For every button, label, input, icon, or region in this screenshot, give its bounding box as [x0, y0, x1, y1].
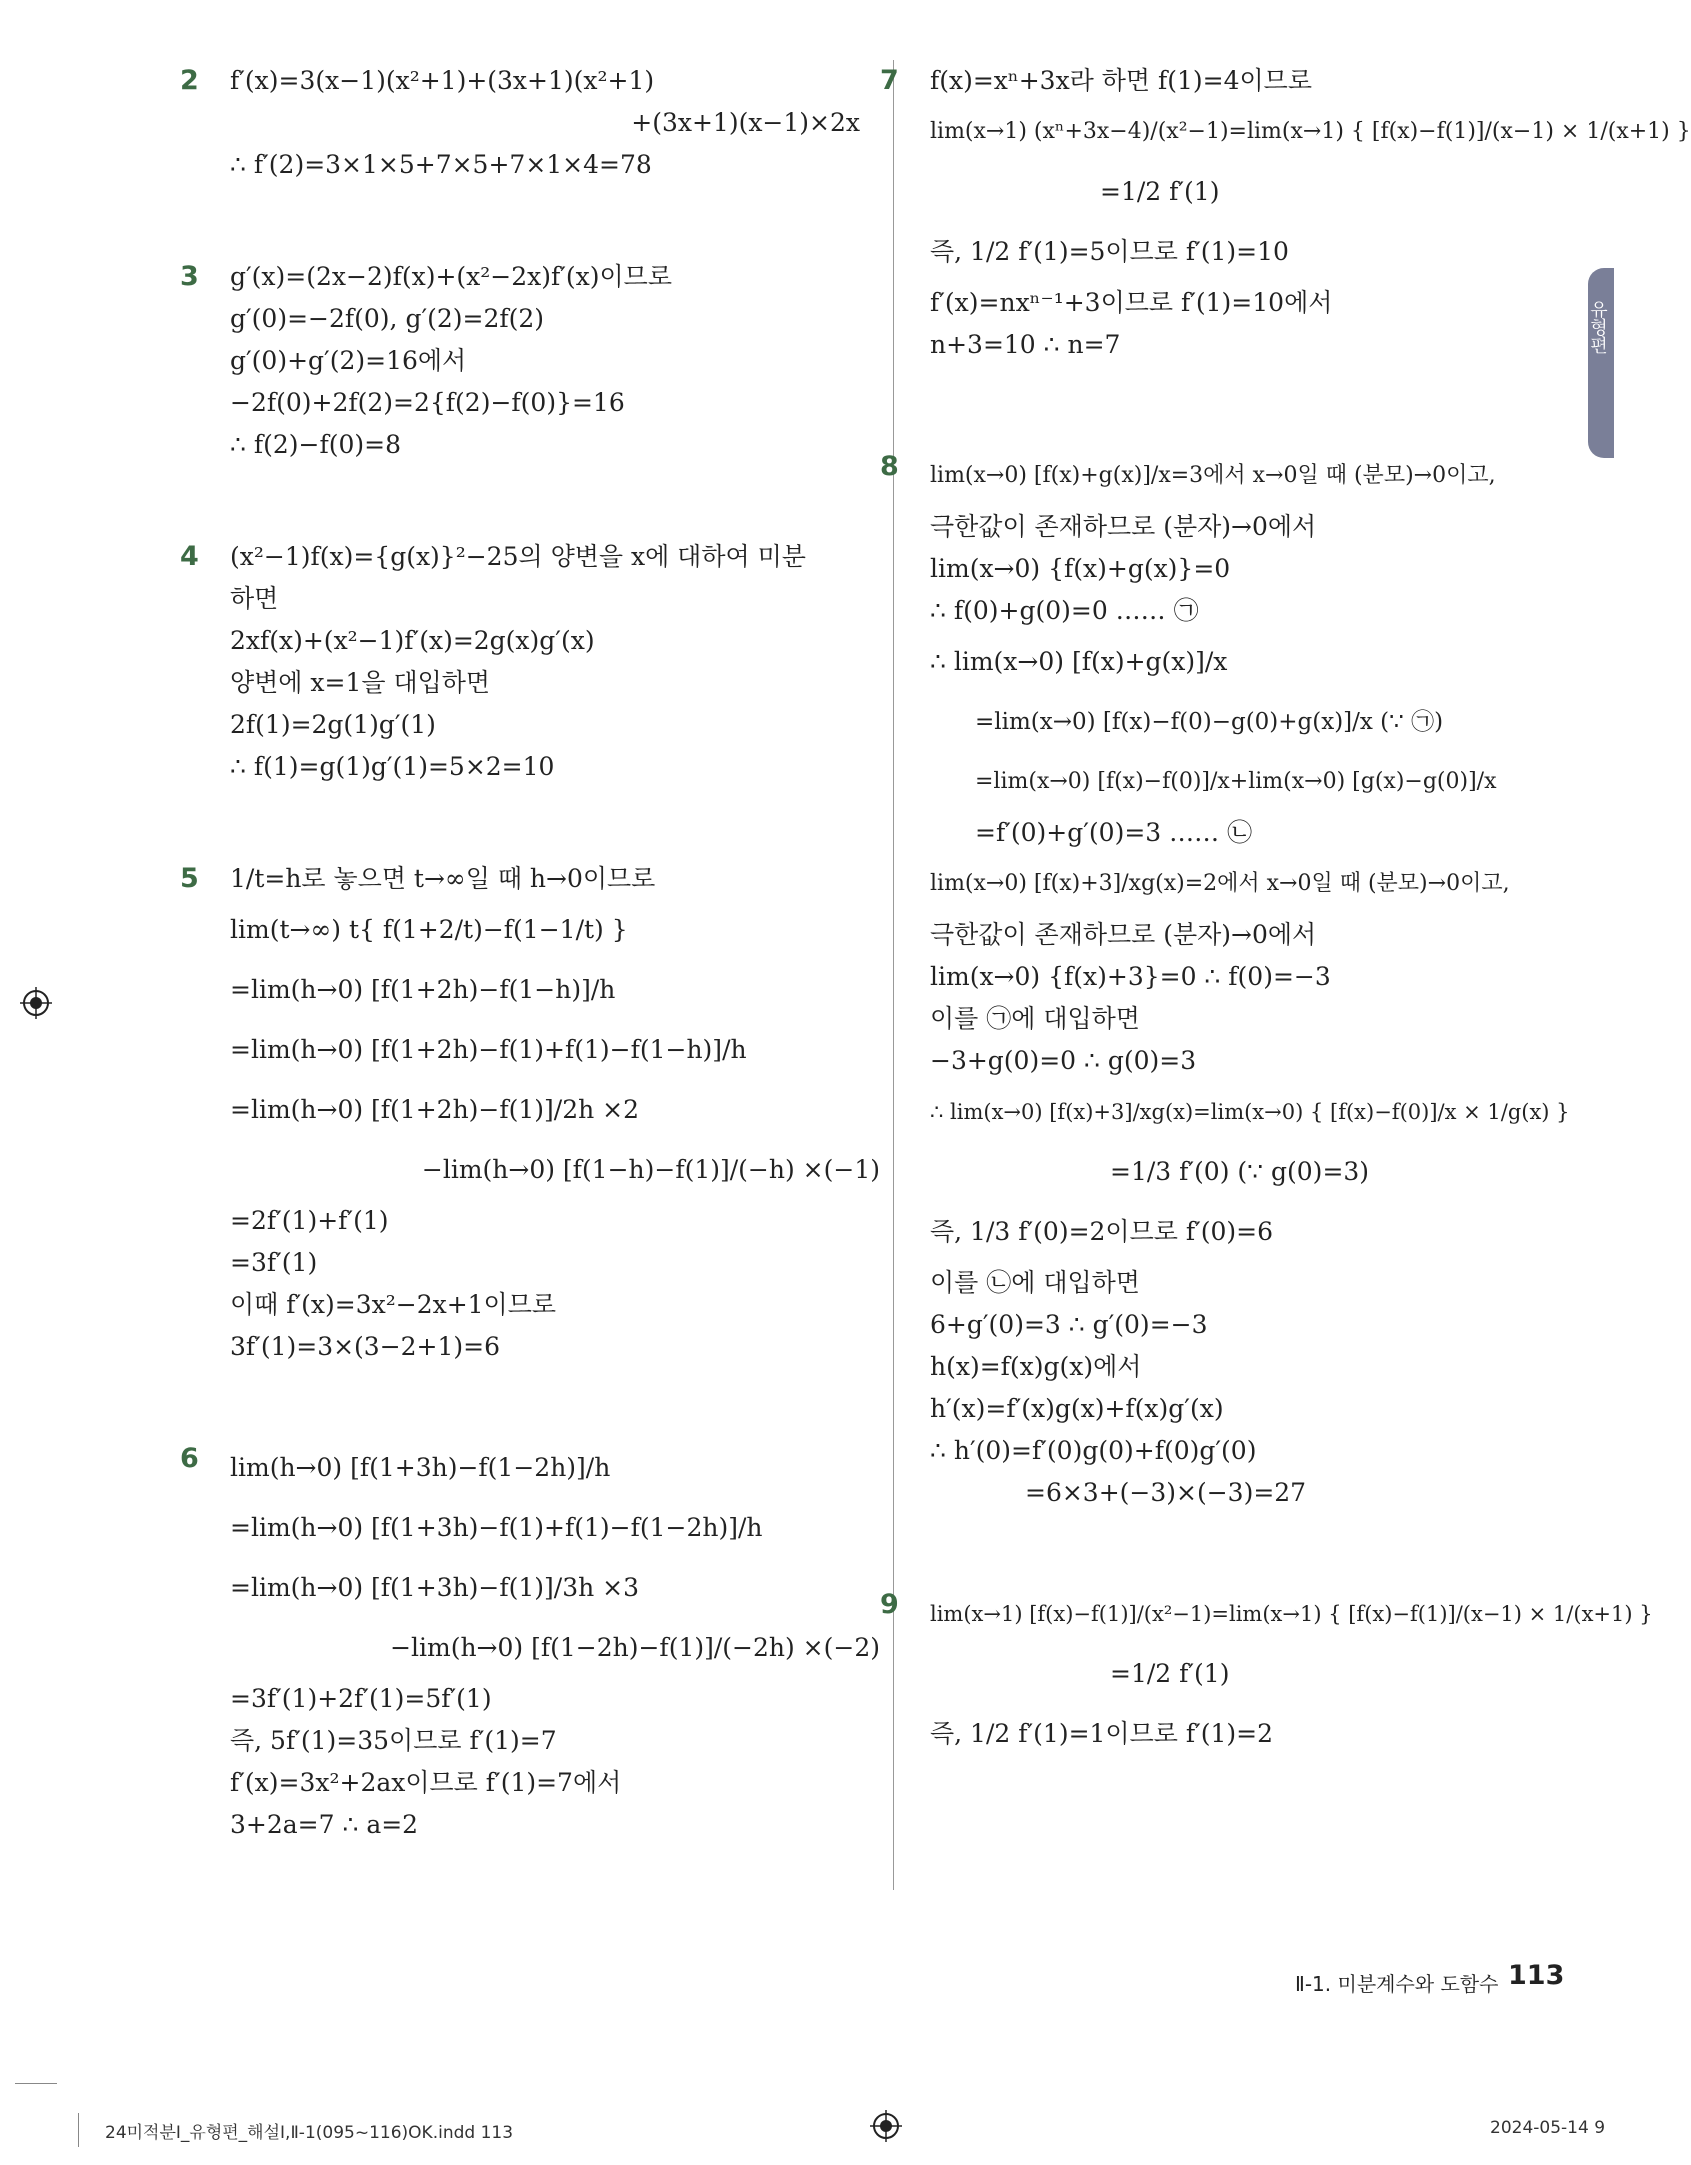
print-date-info: 2024-05-14 9 [1490, 2118, 1606, 2138]
solution-line: 이를 ㉡에 대입하면 [930, 1268, 1140, 1297]
solution-line: lim(x→0) [f(x)+3]/xg(x)=2에서 x→0일 때 (분모)→0이고, [930, 871, 1510, 896]
problem-number: 2 [180, 65, 199, 96]
solution-line: =lim(h→0) [f(1+3h)−f(1)]/3h ×3 [230, 1573, 640, 1602]
solution-line: −lim(h→0) [f(1−h)−f(1)]/(−h) ×(−1) [421, 1155, 880, 1184]
solution-line: 2xf(x)+(x²−1)f′(x)=2g(x)g′(x) [230, 626, 595, 655]
section-side-tab [1588, 268, 1614, 458]
problem-9 [880, 1584, 1653, 1764]
solution-line: lim(x→1) (xⁿ+3x−4)/(x²−1)=lim(x→1) { [f(x)−f(1)]/(x−1) × 1/(x+1) } [930, 119, 1691, 144]
problem-5 [180, 858, 880, 1368]
problem-number: 8 [880, 451, 899, 482]
solution-line: lim(x→0) {f(x)+3}=0 ∴ f(0)=−3 [930, 962, 1331, 991]
problem-number: 4 [180, 541, 199, 572]
solution-line: 6+g′(0)=3 ∴ g′(0)=−3 [930, 1310, 1208, 1339]
problem-2 [180, 60, 880, 186]
solution-line: =1/2 f′(1) [1110, 1659, 1230, 1688]
solution-line: 하면 [230, 584, 279, 613]
solution-line: =lim(h→0) [f(1+2h)−f(1)]/2h ×2 [230, 1095, 640, 1124]
solution-line: ∴ lim(x→0) [f(x)+3]/xg(x)=lim(x→0) { [f(x)−f(0)]/x × 1/g(x) } [930, 1100, 1570, 1124]
solution-line: g′(0)=−2f(0), g′(2)=2f(2) [230, 304, 545, 333]
page-number: 113 [1508, 1960, 1565, 1991]
section-side-tab-label: 유형편 [1587, 300, 1608, 354]
solution-line: =lim(x→0) [f(x)−f(0)]/x+lim(x→0) [g(x)−g(0)]/x [975, 769, 1497, 794]
solution-line: (x²−1)f(x)={g(x)}²−25의 양변을 x에 대하여 미분 [230, 542, 806, 571]
crop-mark [78, 2113, 79, 2147]
solution-line: f′(x)=3x²+2ax이므로 f′(1)=7에서 [230, 1768, 622, 1797]
solution-line: ∴ f(0)+g(0)=0 …… ㉠ [930, 596, 1199, 625]
problem-4 [180, 536, 880, 788]
problem-number: 9 [880, 1589, 899, 1620]
solution-line: =f′(0)+g′(0)=3 …… ㉡ [975, 818, 1253, 847]
solution-line: g′(0)+g′(2)=16에서 [230, 346, 467, 375]
solution-line: ∴ lim(x→0) [f(x)+g(x)]/x [930, 647, 1228, 676]
problem-number: 6 [180, 1443, 199, 1474]
solution-line: 즉, 5f′(1)=35이므로 f′(1)=7 [230, 1726, 557, 1755]
solution-line: 이때 f′(x)=3x²−2x+1이므로 [230, 1290, 557, 1319]
solution-line: =2f′(1)+f′(1) [230, 1206, 389, 1235]
solution-line: lim(x→1) [f(x)−f(1)]/(x²−1)=lim(x→1) { [f(x)−f(1)]/(x−1) × 1/(x+1) } [930, 1602, 1653, 1626]
solution-line: ∴ h′(0)=f′(0)g(0)+f(0)g′(0) [930, 1436, 1257, 1465]
solution-line: =lim(x→0) [f(x)−f(0)−g(0)+g(x)]/x (∵ ㉠) [975, 709, 1444, 735]
solution-line: =lim(h→0) [f(1+2h)−f(1)+f(1)−f(1−h)]/h [230, 1035, 747, 1064]
solution-line: =1/2 f′(1) [1100, 177, 1220, 206]
chapter-title: Ⅱ-1. 미분계수와 도함수 [1295, 1972, 1499, 1996]
print-file-info: 24미적분Ⅰ_유형편_해설Ⅰ,Ⅱ-1(095~116)OK.indd 113 [105, 2123, 514, 2143]
problem-number: 7 [880, 65, 899, 96]
problem-number: 3 [180, 261, 199, 292]
solution-line: =lim(h→0) [f(1+3h)−f(1)+f(1)−f(1−2h)]/h [230, 1513, 763, 1542]
solution-line: lim(t→∞) t{ f(1+2/t)−f(1−1/t) } [230, 915, 628, 944]
solution-line: 즉, 1/2 f′(1)=5이므로 f′(1)=10 [930, 237, 1289, 266]
solution-line: −3+g(0)=0 ∴ g(0)=3 [930, 1046, 1197, 1075]
solution-line: 3+2a=7 ∴ a=2 [230, 1810, 419, 1839]
solution-line: =3f′(1) [230, 1248, 318, 1277]
solution-line: n+3=10 ∴ n=7 [930, 330, 1121, 359]
solution-line: ∴ f(2)−f(0)=8 [230, 430, 401, 459]
problem-8 [880, 446, 1570, 1514]
solution-line: g′(x)=(2x−2)f(x)+(x²−2x)f′(x)이므로 [230, 262, 672, 291]
solution-line: 이를 ㉠에 대입하면 [930, 1004, 1140, 1033]
problem-number: 5 [180, 863, 199, 894]
registration-mark-icon [870, 2110, 902, 2142]
solution-line: −2f(0)+2f(2)=2{f(2)−f(0)}=16 [230, 388, 625, 417]
solution-line: 1/t=h로 놓으면 t→∞일 때 h→0이므로 [230, 864, 656, 893]
solution-line: f(x)=xⁿ+3x라 하면 f(1)=4이므로 [930, 66, 1312, 95]
solution-line: 2f(1)=2g(1)g′(1) [230, 710, 436, 739]
problem-6 [180, 1438, 880, 1846]
solution-line: 3f′(1)=3×(3−2+1)=6 [230, 1332, 501, 1361]
solution-line: f′(x)=3(x−1)(x²+1)+(3x+1)(x²+1) [230, 66, 655, 95]
solution-line: 극한값이 존재하므로 (분자)→0에서 [930, 920, 1317, 949]
solution-line: =3f′(1)+2f′(1)=5f′(1) [230, 1684, 492, 1713]
solution-line: lim(h→0) [f(1+3h)−f(1−2h)]/h [230, 1453, 611, 1482]
solution-line: h(x)=f(x)g(x)에서 [930, 1352, 1142, 1381]
solution-line: =lim(h→0) [f(1+2h)−f(1−h)]/h [230, 975, 616, 1004]
solution-line: 즉, 1/3 f′(0)=2이므로 f′(0)=6 [930, 1217, 1274, 1246]
registration-mark-icon [20, 987, 52, 1019]
solution-line: lim(x→0) [f(x)+g(x)]/x=3에서 x→0일 때 (분모)→0이고, [930, 463, 1496, 488]
crop-mark [15, 2083, 57, 2084]
problem-3 [180, 256, 880, 466]
solution-line: =6×3+(−3)×(−3)=27 [1025, 1478, 1307, 1507]
solution-line: −lim(h→0) [f(1−2h)−f(1)]/(−2h) ×(−2) [390, 1633, 880, 1662]
solution-line: ∴ f(1)=g(1)g′(1)=5×2=10 [230, 752, 555, 781]
solution-line: h′(x)=f′(x)g(x)+f(x)g′(x) [930, 1394, 1224, 1423]
solution-line: +(3x+1)(x−1)×2x [631, 108, 860, 137]
solution-line: 양변에 x=1을 대입하면 [230, 668, 491, 697]
solution-line: 즉, 1/2 f′(1)=1이므로 f′(1)=2 [930, 1719, 1274, 1748]
solution-line: ∴ f′(2)=3×1×5+7×5+7×1×4=78 [230, 150, 652, 179]
solution-line: lim(x→0) {f(x)+g(x)}=0 [930, 554, 1231, 583]
solution-line: =1/3 f′(0) (∵ g(0)=3) [1110, 1157, 1370, 1186]
left-column [180, 60, 880, 1846]
solution-line: 극한값이 존재하므로 (분자)→0에서 [930, 512, 1317, 541]
solution-line: f′(x)=nxⁿ⁻¹+3이므로 f′(1)=10에서 [930, 288, 1333, 317]
